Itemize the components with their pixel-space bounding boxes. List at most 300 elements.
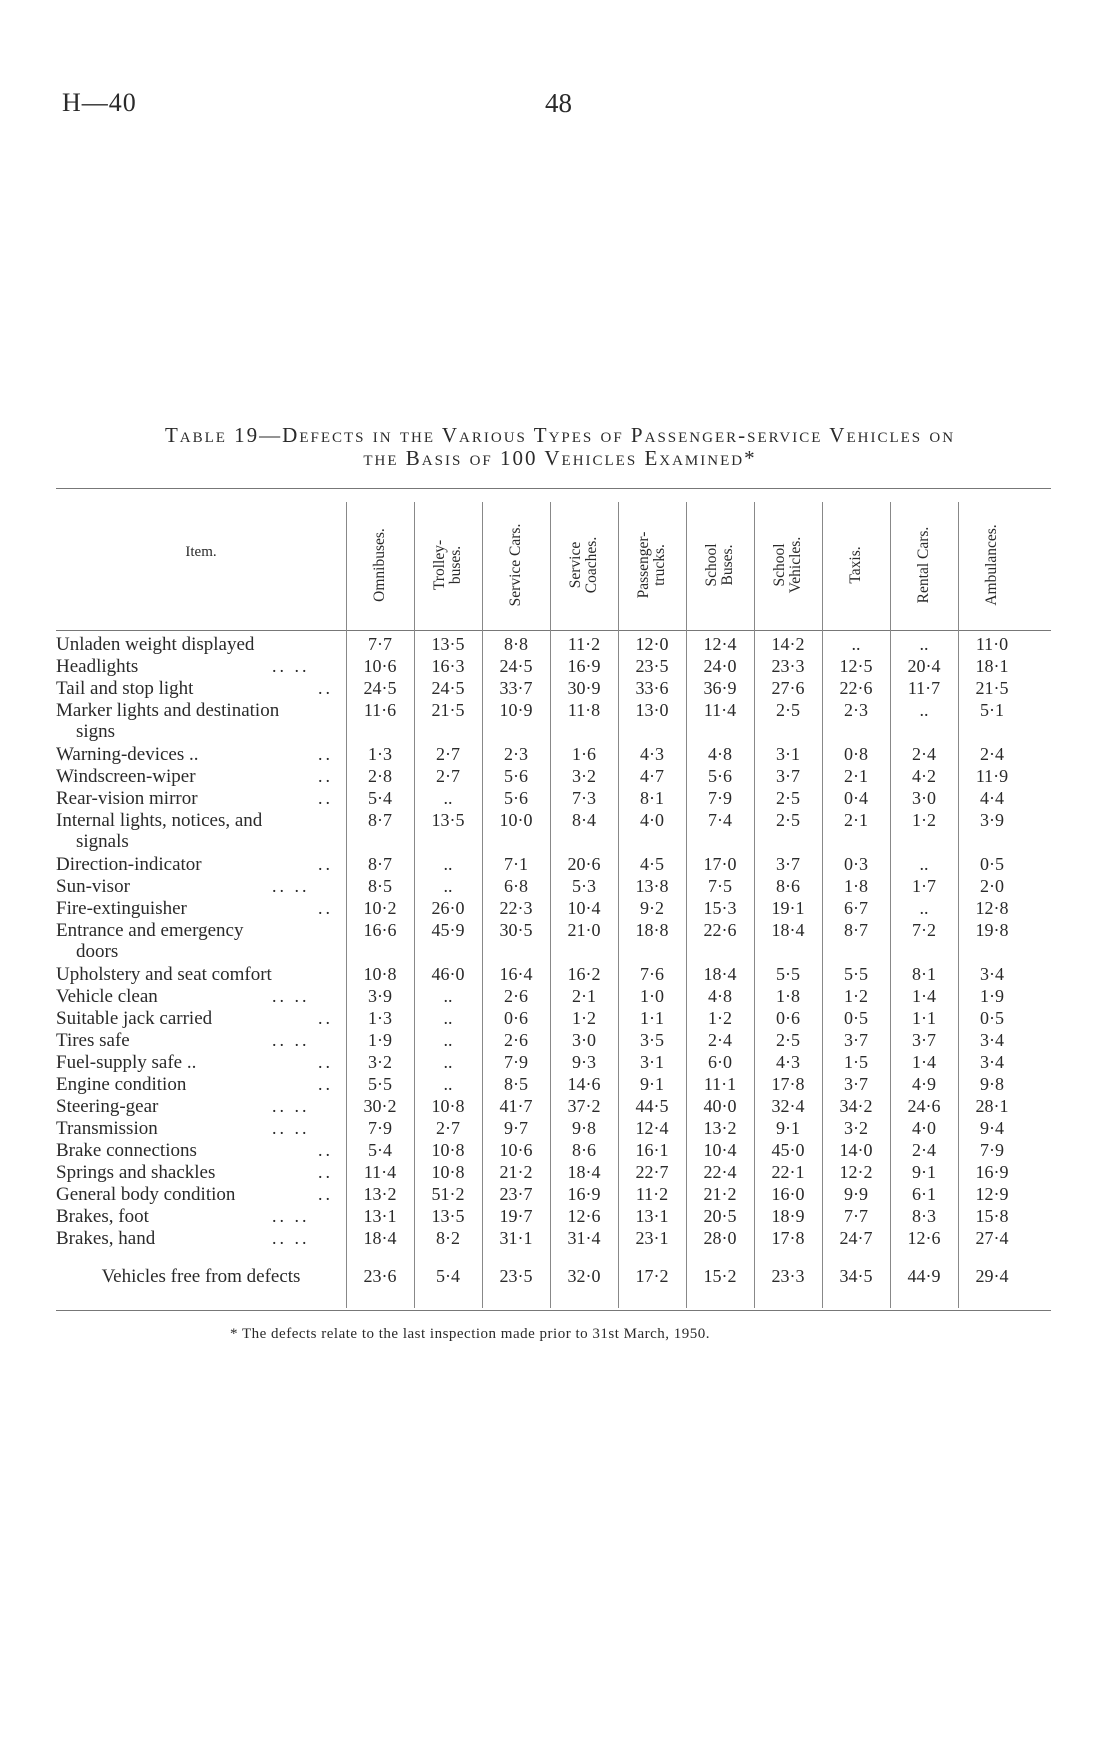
column-header-line: Vehicles.: [787, 536, 804, 594]
value-cell: ..: [443, 876, 453, 896]
column-header: [550, 502, 618, 628]
value-cell: ..: [919, 898, 929, 918]
row-label: [56, 1162, 336, 1183]
value-cell: 23·3: [771, 656, 805, 676]
value-cell: 5·5: [776, 964, 800, 984]
value-cell: 17·8: [771, 1228, 805, 1248]
row-label: [56, 744, 336, 765]
value-cell: 2·7: [436, 744, 460, 764]
value-cell: 30·2: [363, 1096, 397, 1116]
table-row: [56, 678, 1051, 700]
value-cell: 2·3: [844, 700, 868, 720]
value-cell: 1·9: [368, 1030, 392, 1050]
value-cell: ..: [443, 1008, 453, 1028]
value-cell: 4·0: [640, 810, 664, 830]
value-cell: 8·1: [912, 964, 936, 984]
value-cell: 1·1: [640, 1008, 664, 1028]
value-cell: 37·2: [567, 1096, 601, 1116]
value-cell: 16·3: [431, 656, 465, 676]
value-cell: 8·5: [504, 1074, 528, 1094]
row-label: [56, 1184, 336, 1205]
column-header: [754, 502, 822, 628]
row-label-text: Fuel-supply safe ..: [56, 1052, 197, 1073]
leader-dots: ..: [318, 788, 333, 808]
value-cell: 8·7: [368, 854, 392, 874]
value-cell: 4·8: [708, 986, 732, 1006]
value-cell: 30·5: [499, 920, 533, 940]
value-cell: 5·6: [708, 766, 732, 786]
value-cell: 9·1: [640, 1074, 664, 1094]
value-cell: 8·7: [844, 920, 868, 940]
value-cell: 1·7: [912, 876, 936, 896]
value-cell: 10·8: [431, 1096, 465, 1116]
value-cell: 11·2: [567, 634, 601, 654]
value-cell: 3·1: [776, 744, 800, 764]
value-cell: 18·4: [363, 1228, 397, 1248]
column-header-line: Ambulances.: [983, 524, 1000, 606]
value-cell: 7·5: [708, 876, 732, 896]
column-header-text: [848, 546, 864, 583]
value-cell: 2·3: [504, 744, 528, 764]
leader-dots: ..: [318, 898, 333, 918]
value-cell: 12·5: [839, 656, 873, 676]
value-cell: 17·0: [703, 854, 737, 874]
table-row: [56, 634, 1051, 656]
value-cell: 1·6: [572, 744, 596, 764]
value-cell: 10·8: [431, 1140, 465, 1160]
column-header-line: Trolley-: [431, 539, 448, 591]
value-cell: 8·6: [776, 876, 800, 896]
row-label-text: Vehicle clean: [56, 986, 158, 1007]
value-cell: 24·6: [907, 1096, 941, 1116]
row-label-text: Marker lights and destination: [56, 700, 280, 721]
table-row: [56, 1052, 1051, 1074]
value-cell: 4·9: [912, 1074, 936, 1094]
value-cell: 1·2: [844, 986, 868, 1006]
value-cell: 5·4: [368, 788, 392, 808]
value-cell: 2·5: [776, 700, 800, 720]
column-header: [346, 502, 414, 628]
leader-dots: ..: [318, 678, 333, 698]
column-header-line: Service Cars.: [507, 523, 524, 607]
value-cell: 11·9: [975, 766, 1009, 786]
value-cell: 8·7: [368, 810, 392, 830]
value-cell: 9·1: [912, 1162, 936, 1182]
value-cell: 33·6: [635, 678, 669, 698]
column-header-line: trucks.: [651, 544, 668, 586]
value-cell: 6·0: [708, 1052, 732, 1072]
row-label-text: Brakes, foot: [56, 1206, 149, 1227]
value-cell: 36·9: [703, 678, 737, 698]
value-cell: 2·4: [912, 1140, 936, 1160]
value-cell: 10·8: [431, 1162, 465, 1182]
row-label-text: Upholstery and seat comfort: [56, 964, 272, 985]
value-cell: 18·4: [771, 920, 805, 940]
value-cell: 1·4: [912, 1052, 936, 1072]
value-cell: 45·0: [771, 1140, 805, 1160]
row-label-text: Warning-devices ..: [56, 744, 199, 765]
value-cell: 11·2: [635, 1184, 669, 1204]
value-cell: 13·1: [635, 1206, 669, 1226]
table-row: [56, 876, 1051, 898]
value-cell: 5·4: [368, 1140, 392, 1160]
value-cell: 5·3: [572, 876, 596, 896]
value-cell: 10·4: [567, 898, 601, 918]
value-cell: 16·6: [363, 920, 397, 940]
value-cell: 24·5: [431, 678, 465, 698]
value-cell: 7·9: [980, 1140, 1004, 1160]
column-header-text: [916, 527, 932, 604]
value-cell: 7·7: [844, 1206, 868, 1226]
leader-dots: ..: [318, 1008, 333, 1028]
value-cell: 8·1: [640, 788, 664, 808]
free-from-defects-row: [56, 1266, 1051, 1290]
leader-dots: .. ..: [272, 986, 310, 1006]
value-cell: 5·5: [368, 1074, 392, 1094]
value-cell: 5·5: [844, 964, 868, 984]
value-cell: 12·6: [907, 1228, 941, 1248]
value-cell: 3·2: [572, 766, 596, 786]
value-cell: 1·2: [572, 1008, 596, 1028]
column-header: [414, 502, 482, 628]
column-header-line: School: [703, 543, 720, 587]
value-cell: 9·1: [776, 1118, 800, 1138]
value-cell: 7·6: [640, 964, 664, 984]
value-cell: 2·0: [980, 876, 1004, 896]
free-value-cell: 34·5: [839, 1266, 873, 1286]
leader-dots: ..: [318, 744, 333, 764]
value-cell: 10·6: [499, 1140, 533, 1160]
value-cell: 22·7: [635, 1162, 669, 1182]
free-value-cell: 29·4: [975, 1266, 1009, 1286]
row-label-text: Windscreen-wiper: [56, 766, 196, 787]
value-cell: 3·0: [572, 1030, 596, 1050]
table-title-line-1: Table 19—Defects in the Various Types of Passenger-service Vehicles on: [164, 423, 956, 447]
value-cell: 27·4: [975, 1228, 1009, 1248]
value-cell: ..: [443, 1052, 453, 1072]
free-value-cell: 32·0: [567, 1266, 601, 1286]
value-cell: 22·3: [499, 898, 533, 918]
value-cell: 13·2: [363, 1184, 397, 1204]
footnote: * The defects relate to the last inspection made prior to 31st March, 1950.: [230, 1326, 711, 1342]
value-cell: 2·7: [436, 1118, 460, 1138]
value-cell: 10·9: [499, 700, 533, 720]
value-cell: 10·8: [363, 964, 397, 984]
value-cell: 4·0: [912, 1118, 936, 1138]
value-cell: 3·7: [776, 766, 800, 786]
value-cell: 1·8: [776, 986, 800, 1006]
value-cell: 21·5: [431, 700, 465, 720]
row-label-text: Tires safe: [56, 1030, 130, 1051]
value-cell: 1·9: [980, 986, 1004, 1006]
column-header-text: [568, 537, 600, 593]
value-cell: 16·9: [567, 656, 601, 676]
row-label-continuation: signs: [76, 721, 116, 742]
value-cell: 23·7: [499, 1184, 533, 1204]
value-cell: 19·7: [499, 1206, 533, 1226]
value-cell: 19·1: [771, 898, 805, 918]
value-cell: 3·1: [640, 1052, 664, 1072]
value-cell: 46·0: [431, 964, 465, 984]
value-cell: 21·0: [567, 920, 601, 940]
value-cell: 14·2: [771, 634, 805, 654]
table-row: [56, 898, 1051, 920]
value-cell: 20·4: [907, 656, 941, 676]
row-label-text: Sun-visor: [56, 876, 130, 897]
column-header: [482, 502, 550, 628]
row-label-text: Tail and stop light: [56, 678, 194, 699]
table-row: [56, 1096, 1051, 1118]
page-number: 48: [545, 88, 572, 118]
row-label-text: Headlights: [56, 656, 139, 677]
value-cell: 40·0: [703, 1096, 737, 1116]
value-cell: 11·0: [975, 634, 1009, 654]
table-row: [56, 656, 1051, 678]
value-cell: 5·1: [980, 700, 1004, 720]
value-cell: 26·0: [431, 898, 465, 918]
value-cell: 32·4: [771, 1096, 805, 1116]
value-cell: 18·9: [771, 1206, 805, 1226]
value-cell: 28·1: [975, 1096, 1009, 1116]
value-cell: 3·4: [980, 964, 1004, 984]
value-cell: 3·7: [844, 1074, 868, 1094]
value-cell: 21·2: [499, 1162, 533, 1182]
value-cell: ..: [919, 634, 929, 654]
row-label: [56, 854, 336, 875]
header-bottom-rule: [56, 630, 1051, 631]
row-label-text: Unladen weight displayed: [56, 634, 255, 655]
value-cell: 9·9: [844, 1184, 868, 1204]
value-cell: 1·8: [844, 876, 868, 896]
value-cell: 13·8: [635, 876, 669, 896]
table-row: [56, 920, 1051, 964]
value-cell: 0·5: [980, 1008, 1004, 1028]
table-row: [56, 1184, 1051, 1206]
free-value-cell: 44·9: [907, 1266, 941, 1286]
value-cell: 13·2: [703, 1118, 737, 1138]
value-cell: 3·9: [368, 986, 392, 1006]
table-row: [56, 1206, 1051, 1228]
leader-dots: .. ..: [272, 1228, 310, 1248]
leader-dots: .. ..: [272, 1118, 310, 1138]
value-cell: 7·9: [504, 1052, 528, 1072]
value-cell: 4·3: [640, 744, 664, 764]
value-cell: 14·6: [567, 1074, 601, 1094]
leader-dots: ..: [318, 1052, 333, 1072]
row-label-text: Suitable jack carried: [56, 1008, 213, 1029]
table-row: [56, 1140, 1051, 1162]
value-cell: 3·0: [912, 788, 936, 808]
table-row: [56, 1118, 1051, 1140]
value-cell: 2·1: [844, 810, 868, 830]
table-row: [56, 854, 1051, 876]
value-cell: 23·1: [635, 1228, 669, 1248]
value-cell: 18·4: [703, 964, 737, 984]
value-cell: 2·8: [368, 766, 392, 786]
row-label-text: Internal lights, notices, and: [56, 810, 263, 831]
value-cell: 2·7: [436, 766, 460, 786]
value-cell: 51·2: [431, 1184, 465, 1204]
leader-dots: .. ..: [272, 1030, 310, 1050]
value-cell: 12·4: [635, 1118, 669, 1138]
column-header-line: Coaches.: [583, 536, 600, 594]
value-cell: 5·6: [504, 788, 528, 808]
value-cell: 34·2: [839, 1096, 873, 1116]
value-cell: 16·9: [567, 1184, 601, 1204]
item-column-header: Item.: [185, 544, 217, 560]
value-cell: 21·2: [703, 1184, 737, 1204]
value-cell: 14·0: [839, 1140, 873, 1160]
value-cell: 7·9: [368, 1118, 392, 1138]
column-header: [822, 502, 890, 628]
column-header-text: [432, 540, 464, 590]
value-cell: 1·0: [640, 986, 664, 1006]
value-cell: 12·2: [839, 1162, 873, 1182]
value-cell: 8·2: [436, 1228, 460, 1248]
value-cell: 3·2: [844, 1118, 868, 1138]
value-cell: 2·4: [912, 744, 936, 764]
column-header-line: buses.: [447, 545, 464, 585]
free-value-cell: 23·5: [499, 1266, 533, 1286]
value-cell: 20·5: [703, 1206, 737, 1226]
value-cell: 8·3: [912, 1206, 936, 1226]
value-cell: 44·5: [635, 1096, 669, 1116]
value-cell: 11·6: [363, 700, 397, 720]
column-header-line: Omnibuses.: [371, 528, 388, 602]
value-cell: 8·5: [368, 876, 392, 896]
value-cell: 5·6: [504, 766, 528, 786]
value-cell: 4·4: [980, 788, 1004, 808]
value-cell: 19·8: [975, 920, 1009, 940]
value-cell: ..: [919, 854, 929, 874]
value-cell: 0·8: [844, 744, 868, 764]
value-cell: 10·0: [499, 810, 533, 830]
value-cell: 22·6: [839, 678, 873, 698]
row-label: [56, 810, 336, 852]
row-label-text: Brakes, hand: [56, 1228, 156, 1249]
table-row: [56, 1074, 1051, 1096]
value-cell: 1·2: [912, 810, 936, 830]
value-cell: 10·2: [363, 898, 397, 918]
row-label: [56, 678, 336, 699]
value-cell: 16·1: [635, 1140, 669, 1160]
value-cell: 8·6: [572, 1140, 596, 1160]
column-header-text: [636, 532, 668, 599]
value-cell: 1·5: [844, 1052, 868, 1072]
column-header-line: Service: [567, 541, 584, 589]
value-cell: 3·4: [980, 1052, 1004, 1072]
row-label: [56, 1052, 336, 1073]
table-row: [56, 744, 1051, 766]
value-cell: 31·4: [567, 1228, 601, 1248]
value-cell: ..: [443, 1030, 453, 1050]
table-row: [56, 810, 1051, 854]
table-row: [56, 700, 1051, 744]
table-row: [56, 1162, 1051, 1184]
column-header-line: Passenger-: [635, 531, 652, 599]
leader-dots: .. ..: [272, 1096, 310, 1116]
leader-dots: .. ..: [272, 1206, 310, 1226]
value-cell: 16·2: [567, 964, 601, 984]
value-cell: 33·7: [499, 678, 533, 698]
value-cell: 3·7: [844, 1030, 868, 1050]
value-cell: 7·9: [708, 788, 732, 808]
row-label-text: Transmission: [56, 1118, 158, 1139]
value-cell: 13·1: [363, 1206, 397, 1226]
value-cell: 9·8: [980, 1074, 1004, 1094]
value-cell: 2·5: [776, 1030, 800, 1050]
column-header: [890, 502, 958, 628]
value-cell: 3·7: [912, 1030, 936, 1050]
table-title-line-2: the Basis of 100 Vehicles Examined*: [363, 446, 757, 470]
column-header: [958, 502, 1026, 628]
row-label-text: Rear-vision mirror: [56, 788, 198, 809]
value-cell: 21·5: [975, 678, 1009, 698]
table-row: [56, 766, 1051, 788]
value-cell: 12·4: [703, 634, 737, 654]
column-header-text: [984, 524, 1000, 605]
value-cell: 4·2: [912, 766, 936, 786]
row-label: [56, 700, 336, 742]
table-row: [56, 1228, 1051, 1250]
value-cell: 7·1: [504, 854, 528, 874]
value-cell: 22·6: [703, 920, 737, 940]
value-cell: 4·5: [640, 854, 664, 874]
leader-dots: ..: [318, 854, 333, 874]
value-cell: 3·9: [980, 810, 1004, 830]
value-cell: 16·4: [499, 964, 533, 984]
value-cell: 27·6: [771, 678, 805, 698]
value-cell: 1·3: [368, 1008, 392, 1028]
leader-dots: .. ..: [272, 656, 310, 676]
column-header-text: [704, 543, 736, 586]
value-cell: 2·5: [776, 788, 800, 808]
value-cell: 13·5: [431, 1206, 465, 1226]
value-cell: 0·6: [776, 1008, 800, 1028]
column-header-text: [372, 528, 388, 602]
value-cell: 15·8: [975, 1206, 1009, 1226]
value-cell: 9·7: [504, 1118, 528, 1138]
value-cell: 16·0: [771, 1184, 805, 1204]
row-label-text: General body condition: [56, 1184, 236, 1205]
value-cell: 11·1: [703, 1074, 737, 1094]
value-cell: 18·8: [635, 920, 669, 940]
value-cell: 7·7: [368, 634, 392, 654]
value-cell: 13·0: [635, 700, 669, 720]
value-cell: 1·2: [708, 1008, 732, 1028]
value-cell: 1·3: [368, 744, 392, 764]
value-cell: 24·7: [839, 1228, 873, 1248]
value-cell: 6·1: [912, 1184, 936, 1204]
value-cell: 7·2: [912, 920, 936, 940]
value-cell: 0·4: [844, 788, 868, 808]
value-cell: 13·5: [431, 634, 465, 654]
value-cell: 10·6: [363, 656, 397, 676]
free-value-cell: 23·3: [771, 1266, 805, 1286]
value-cell: 24·5: [363, 678, 397, 698]
column-header-text: [772, 537, 804, 593]
value-cell: 8·4: [572, 810, 596, 830]
value-cell: 18·1: [975, 656, 1009, 676]
row-label: [56, 898, 336, 919]
leader-dots: ..: [318, 766, 333, 786]
value-cell: 2·4: [980, 744, 1004, 764]
table-top-rule: [56, 488, 1051, 489]
value-cell: 23·5: [635, 656, 669, 676]
value-cell: 17·8: [771, 1074, 805, 1094]
row-label-continuation: doors: [76, 941, 119, 962]
row-label: [56, 1008, 336, 1029]
